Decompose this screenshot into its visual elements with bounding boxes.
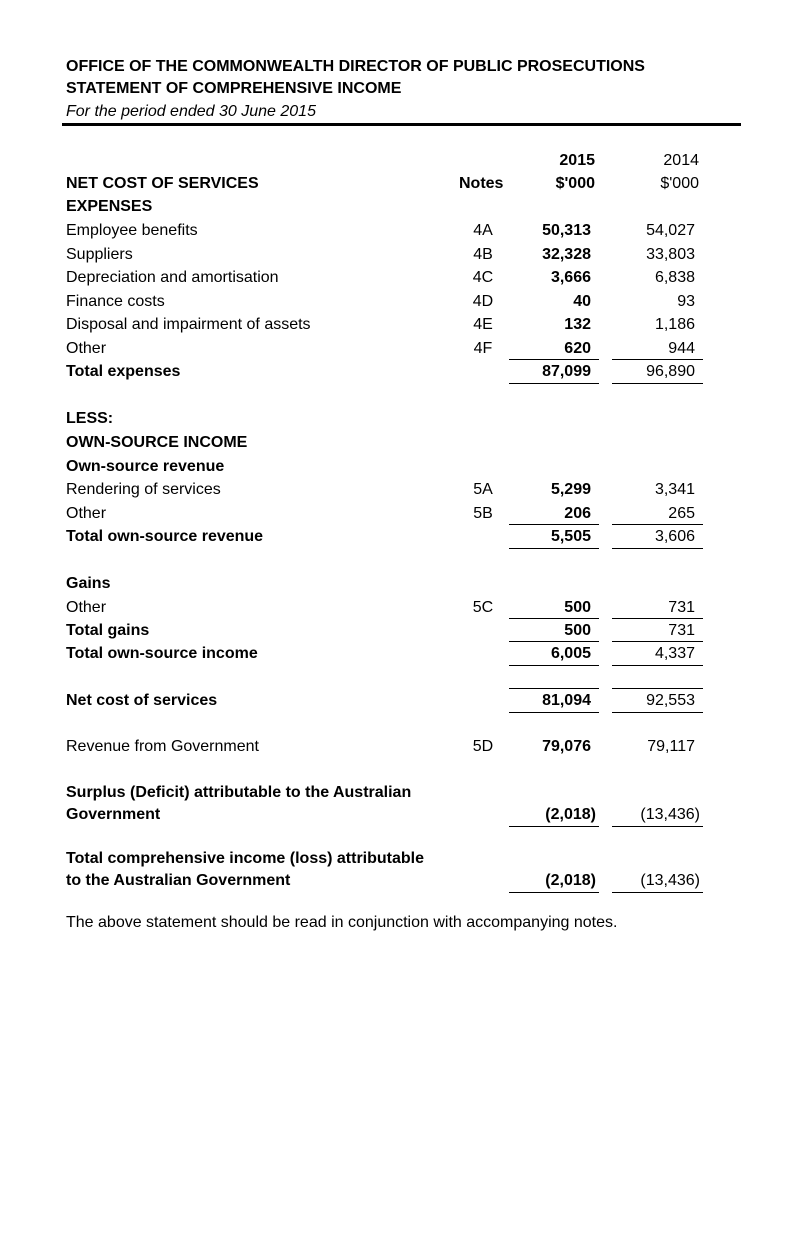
underline <box>509 618 599 619</box>
col-head-notes: Notes <box>459 175 504 192</box>
row-note: 4F <box>473 340 493 357</box>
row-label: Total expenses <box>66 363 181 380</box>
value-2014: 92,553 <box>646 692 695 709</box>
value-2014: 731 <box>668 622 695 639</box>
underline <box>612 641 703 642</box>
underline <box>509 383 599 384</box>
value-2015: 79,076 <box>542 738 591 755</box>
row-label: Depreciation and amortisation <box>66 269 279 286</box>
value-2015: 500 <box>564 599 591 616</box>
row-label: Revenue from Government <box>66 738 259 755</box>
section-gains <box>0 575 803 597</box>
row-label: Total own-source revenue <box>66 528 264 545</box>
value-2014: 96,890 <box>646 363 695 380</box>
underline <box>612 618 703 619</box>
section-less <box>0 410 803 432</box>
section-expenses <box>0 198 803 220</box>
value-2014: (13,436) <box>640 872 700 889</box>
value-2015: 620 <box>564 340 591 357</box>
underline <box>509 665 599 666</box>
total-row <box>0 645 803 667</box>
value-2014: 33,803 <box>646 246 695 263</box>
total-row <box>0 363 803 385</box>
period-subtitle: For the period ended 30 June 2015 <box>66 103 316 120</box>
row-note: 5C <box>472 599 494 616</box>
value-2015: 6,005 <box>550 645 591 662</box>
value-2015: 5,299 <box>550 481 591 498</box>
row-label: Employee benefits <box>66 222 198 239</box>
section-own-source-income <box>0 434 803 456</box>
value-2014: 731 <box>668 599 695 616</box>
underline <box>612 548 703 549</box>
row-label: Total comprehensive income (loss) attributable <box>66 850 424 867</box>
comprehensive-label-row <box>0 850 803 872</box>
row-note: 4D <box>472 293 494 310</box>
value-2015: 206 <box>564 505 591 522</box>
col-head-2014-unit: $'000 <box>660 175 699 192</box>
value-2014: 6,838 <box>654 269 695 286</box>
underline <box>509 712 599 713</box>
section-label: Gains <box>66 575 111 592</box>
underline <box>509 826 599 827</box>
col-head-2015-year: 2015 <box>559 152 595 169</box>
value-2015: 50,313 <box>542 222 591 239</box>
underline <box>612 524 703 525</box>
underline <box>612 826 703 827</box>
table-row <box>0 222 803 244</box>
total-row <box>0 872 803 894</box>
row-note: 5B <box>473 505 493 522</box>
underline <box>509 548 599 549</box>
value-2014: 3,341 <box>654 481 695 498</box>
underline <box>612 665 703 666</box>
value-2015: 32,328 <box>542 246 591 263</box>
value-2015: 5,505 <box>550 528 591 545</box>
value-2014: 4,337 <box>654 645 695 662</box>
row-note: 4E <box>473 316 493 333</box>
row-label: Surplus (Deficit) attributable to the Australian <box>66 784 412 801</box>
value-2015: (2,018) <box>545 806 596 823</box>
col-head-2015-unit: $'000 <box>555 175 595 192</box>
underline <box>509 892 599 893</box>
value-2014: 1,186 <box>654 316 695 333</box>
underline <box>509 359 599 360</box>
section-label: OWN-SOURCE INCOME <box>66 434 248 451</box>
row-label: Other <box>66 340 107 357</box>
row-note: 5D <box>472 738 494 755</box>
value-2015: (2,018) <box>545 872 596 889</box>
section-label: EXPENSES <box>66 198 153 215</box>
row-label: Government <box>66 806 161 823</box>
row-label: Disposal and impairment of assets <box>66 316 311 333</box>
header-rule <box>62 123 741 126</box>
row-note: 4C <box>472 269 494 286</box>
value-2015: 81,094 <box>542 692 591 709</box>
row-note: 5A <box>473 481 493 498</box>
value-2014: 54,027 <box>646 222 695 239</box>
value-2015: 87,099 <box>542 363 591 380</box>
table-row <box>0 293 803 315</box>
row-note: 4B <box>473 246 493 263</box>
section-label: Own-source revenue <box>66 458 225 475</box>
value-2014: 79,117 <box>647 738 695 755</box>
section-label: NET COST OF SERVICES <box>66 175 259 192</box>
row-label: Total own-source income <box>66 645 258 662</box>
underline <box>612 892 703 893</box>
row-label: to the Australian Government <box>66 872 291 889</box>
section-net-cost <box>0 175 803 197</box>
underline <box>612 688 703 689</box>
value-2014: 265 <box>668 505 695 522</box>
table-row <box>0 246 803 268</box>
section-label: LESS: <box>66 410 114 427</box>
row-label: Other <box>66 599 107 616</box>
table-row <box>0 738 803 760</box>
col-head-2014-year: 2014 <box>663 152 699 169</box>
row-note: 4A <box>473 222 493 239</box>
statement-title: STATEMENT OF COMPREHENSIVE INCOME <box>66 80 402 97</box>
underline <box>509 641 599 642</box>
value-2015: 40 <box>573 293 591 310</box>
value-2015: 132 <box>564 316 591 333</box>
value-2015: 500 <box>564 622 591 639</box>
row-label: Suppliers <box>66 246 133 263</box>
table-row <box>0 316 803 338</box>
total-row <box>0 528 803 550</box>
row-label: Finance costs <box>66 293 165 310</box>
table-row <box>0 481 803 503</box>
total-row <box>0 806 803 828</box>
org-title: OFFICE OF THE COMMONWEALTH DIRECTOR OF PUBLIC PROSECUTIONS <box>66 58 645 75</box>
row-label: Rendering of services <box>66 481 221 498</box>
total-row <box>0 692 803 714</box>
value-2014: 3,606 <box>654 528 695 545</box>
underline <box>612 359 703 360</box>
row-label: Net cost of services <box>66 692 218 709</box>
row-label: Other <box>66 505 107 522</box>
footnote: The above statement should be read in conjunction with accompanying notes. <box>66 914 618 931</box>
underline <box>509 688 599 689</box>
surplus-label-row <box>0 784 803 806</box>
value-2014: 944 <box>668 340 695 357</box>
row-label: Total gains <box>66 622 150 639</box>
value-2015: 3,666 <box>550 269 591 286</box>
underline <box>612 712 703 713</box>
underline <box>612 383 703 384</box>
value-2014: (13,436) <box>640 806 700 823</box>
section-own-source-revenue <box>0 458 803 480</box>
value-2014: 93 <box>677 293 695 310</box>
underline <box>509 524 599 525</box>
table-row <box>0 269 803 291</box>
